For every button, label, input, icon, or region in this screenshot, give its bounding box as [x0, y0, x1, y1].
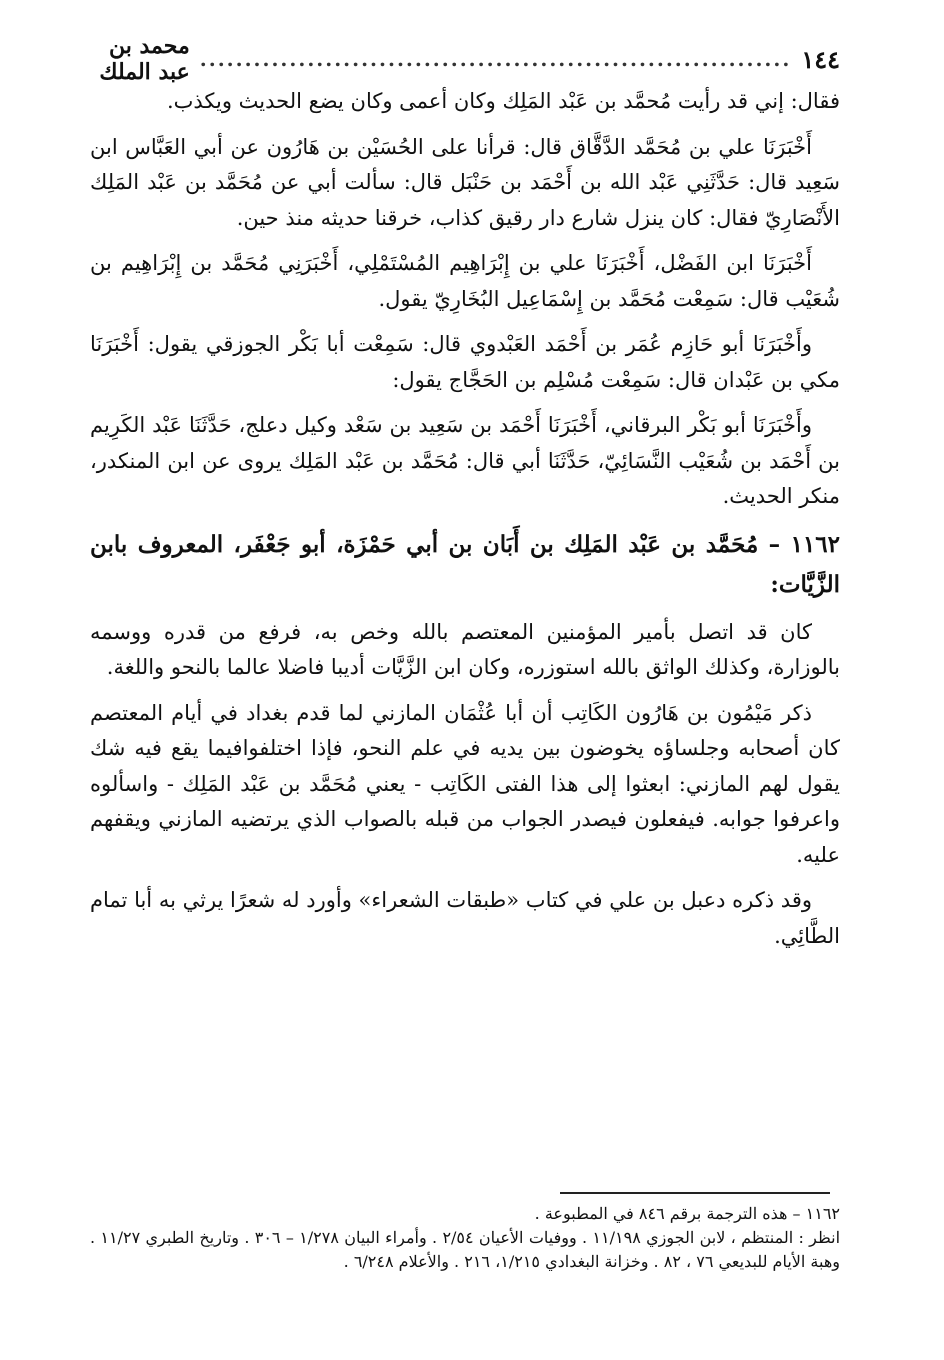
main-text — [90, 84, 840, 954]
footnote-divider — [560, 1192, 830, 1194]
entry-paragraph-3: وقد ذكره دعبل بن علي في كتاب «طبقات الشعراء» وأورد له شعرًا يرثي به أبا تمام الطَّائِي. — [90, 888, 840, 948]
entry-paragraph-2: ذكر مَيْمُون بن هَارُون الكَاتِب أن أبا عُثْمَان المازني لما قدم بغداد في أيام المعتصم كان أصحابه وجلساؤه يخوضون بين يديه في علم النحو، فإذا اختلفوافيما يقع فيه شك يقول لهم المازني: ابعثوا إلى هذا الفتى الكَاتِب - يعني مُحَمَّد بن عَبْد المَلِك - واسألوه واعرفوا جوابه. فيفعلون فيصدر الجواب من قبله بالصواب الذي يرتضيه المازني ويقفهم عليه. — [90, 700, 840, 867]
footnote-1: ١١٦٢ – هذه الترجمة برقم ٨٤٦ في المطبوعة . — [534, 1204, 840, 1223]
entry-heading: ١١٦٢ – مُحَمَّد بن عَبْد المَلِك بن أَبَان بن أبي حَمْزَة، أبو جَعْفَر، المعروف بابن الزَّيَّات: — [90, 530, 840, 598]
running-title: محمد بن عبد الملك — [99, 33, 190, 85]
footnotes — [90, 1202, 840, 1274]
book-page — [90, 33, 841, 1330]
paragraph-4: وأَخْبَرَنَا أبو حَازِم عُمَر بن أَحْمَد العَبْدوي قال: سَمِعْت أبا بَكْر الجوزقي يقول: أَخْبَرَنَا مكي بن عَبْدان قال: سَمِعْت مُسْلِم بن الحَجَّاج يقول: — [90, 332, 840, 392]
footnote-2: انظر : المنتظم ، لابن الجوزي ١١/١٩٨ . ووفيات الأعيان ٢/٥٤ . وأمراء البيان ١/٢٧٨ – ٣٠٦ . وتاريخ الطبري ١١/٢٧ . وهبة الأيام للبديعي ٧٦ ، ٨٢ . وخزانة البغدادي ١/٢١٥، ٢١٦ . والأعلام ٦/٢٤٨ . — [90, 1228, 841, 1271]
header-leader-dots: .................................................................. — [199, 47, 792, 71]
paragraph-1: فقال: إني قد رأيت مُحمَّد بن عَبْد المَلِك وكان أعمى وكان يضع الحديث ويكذب. — [166, 89, 840, 113]
running-header — [90, 33, 840, 85]
paragraph-2: أَخْبَرَنَا علي بن مُحَمَّد الدَّقَّاق قال: قرأنا على الحُسَيْن بن هَارُون عن أبي العَبَّاس ابن سَعِيد قال: حَدَّثَنِي عَبْد الله بن أَحْمَد بن حَنْبَل قال: سألت أبي عن مُحَمَّد بن عَبْد المَلِك الأَنْصَارِيّ فقال: كان ينزل شارع دار رقيق كذاب، خرقنا حديثه منذ حين. — [90, 134, 840, 230]
page-number: ١٤٤ — [801, 44, 840, 74]
paragraph-5: وأَخْبَرَنَا أبو بَكْر البرقاني، أَخْبَرَنَا أَحْمَد بن سَعِيد بن سَعْد وكيل دعلج، حَدَّثَنَا عَبْد الكَرِيم بن أَحْمَد بن شُعَيْب النَّسَائِيّ، حَدَّثَنَا أبي قال: مُحَمَّد بن عَبْد المَلِك يروى عن ابن المنكدر، منكر الحديث. — [90, 413, 840, 508]
paragraph-3: أَخْبَرَنَا ابن الفَضْل، أَخْبَرَنَا علي بن إِبْرَاهِيم المُسْتَمْلِي، أَخْبَرَنِي مُحَمَّد بن إِبْرَاهِيم بن شُعَيْب قال: سَمِعْت مُحَمَّد بن إِسْمَاعِيل البُخَارِيّ يقول. — [90, 251, 840, 311]
entry-paragraph-1: كان قد اتصل بأمير المؤمنين المعتصم بالله وخص به، فرفع من قدره ووسمه بالوزارة، وكذلك الواثق بالله استوزره، وكان ابن الزَّيَّات أديبا فاضلا عالما بالنحو واللغة. — [90, 619, 840, 679]
